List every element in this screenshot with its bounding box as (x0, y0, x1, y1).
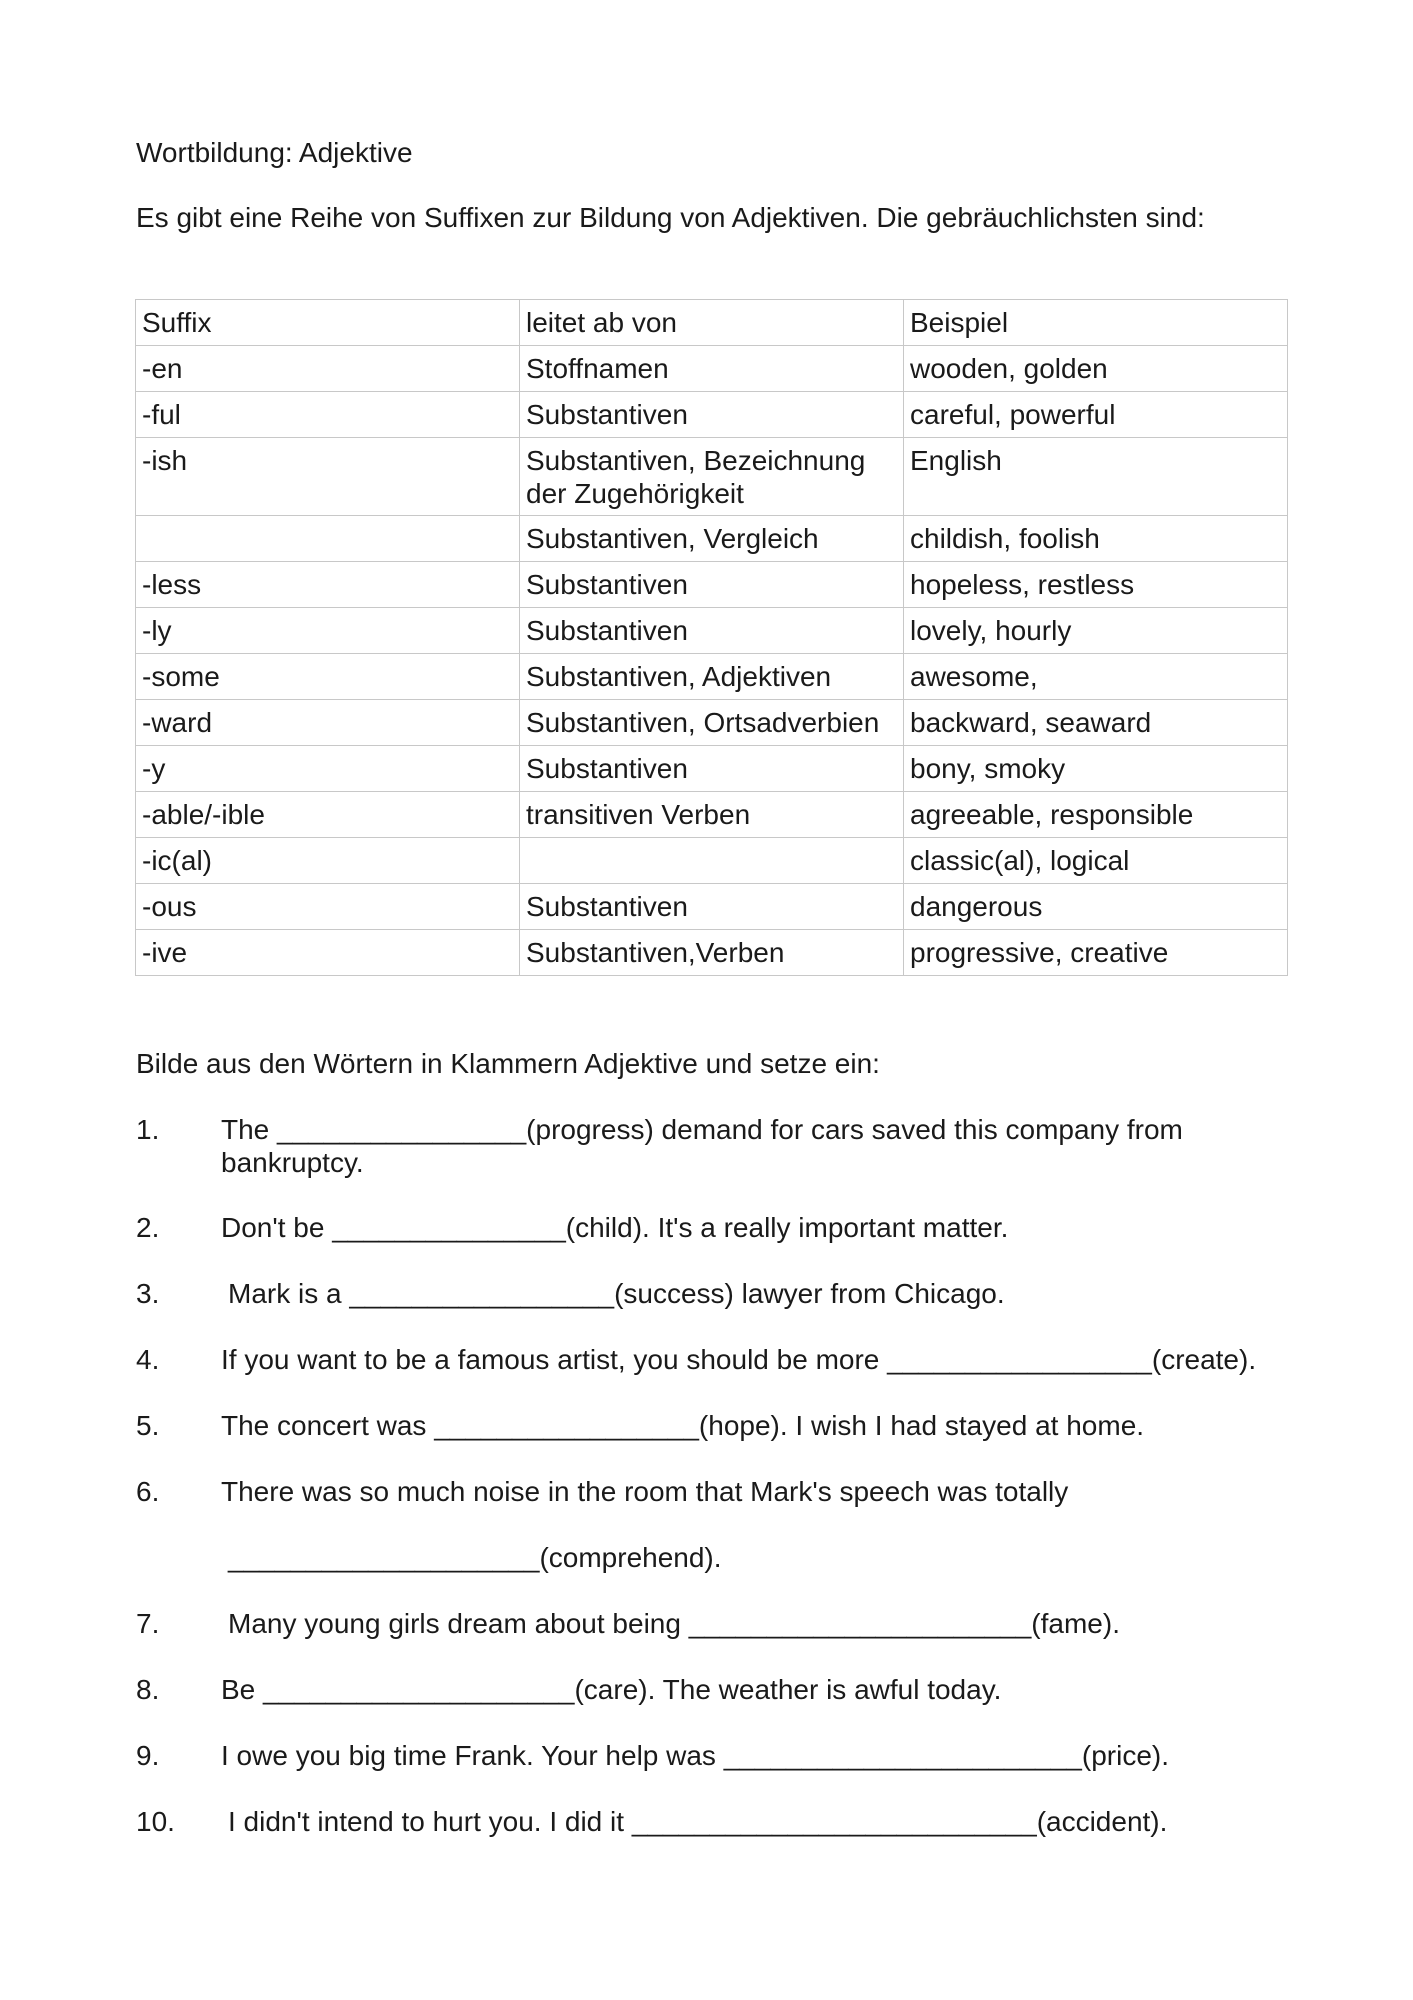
exercise-number: 10. (136, 1806, 175, 1837)
exercise-text: The concert was _________________(hope). I wish I had stayed at home. (221, 1410, 1145, 1441)
source-cell: Substantiven (520, 608, 904, 654)
source-cell: Substantiven, Ortsadverbien (520, 700, 904, 746)
intro-text: Es gibt eine Reihe von Suffixen zur Bildung von Adjektiven. Die gebräuchlichsten sind: (136, 202, 1205, 233)
table-row (136, 562, 1288, 608)
table-row (136, 516, 1288, 562)
table-row (136, 438, 1288, 516)
suffix-cell: -ful (136, 392, 520, 438)
example-cell: agreeable, responsible (904, 792, 1288, 838)
source-cell: Substantiven (520, 562, 904, 608)
example-cell: careful, powerful (904, 392, 1288, 438)
exercise-text: I didn't intend to hurt you. I did it __________________________(accident). (228, 1806, 1168, 1837)
exercise-text: Mark is a _________________(success) lawyer from Chicago. (228, 1278, 1005, 1309)
source-cell: transitiven Verben (520, 792, 904, 838)
exercise-continuation: bankruptcy. (221, 1147, 364, 1178)
table-row (136, 654, 1288, 700)
example-cell: English (904, 438, 1288, 516)
exercise-text: Don't be _______________(child). It's a really important matter. (221, 1212, 1009, 1243)
table-row (136, 346, 1288, 392)
example-cell: bony, smoky (904, 746, 1288, 792)
suffix-cell: -less (136, 562, 520, 608)
suffix-cell: -ous (136, 884, 520, 930)
suffix-cell: -ive (136, 930, 520, 976)
suffix-cell: -ly (136, 608, 520, 654)
task-instruction: Bilde aus den Wörtern in Klammern Adjektive und setze ein: (136, 1048, 880, 1079)
table-row (136, 746, 1288, 792)
exercise-text: Many young girls dream about being ______________________(fame). (228, 1608, 1120, 1639)
suffix-table (135, 299, 1288, 976)
exercise-number: 3. (136, 1278, 160, 1309)
exercise-number: 7. (136, 1608, 160, 1639)
source-cell: Substantiven, Adjektiven (520, 654, 904, 700)
source-cell: Substantiven (520, 746, 904, 792)
table-row (136, 930, 1288, 976)
table-row (136, 700, 1288, 746)
source-cell: Substantiven,Verben (520, 930, 904, 976)
header-cell: Beispiel (904, 300, 1288, 346)
example-cell: hopeless, restless (904, 562, 1288, 608)
table-row (136, 884, 1288, 930)
suffix-cell: -y (136, 746, 520, 792)
table-row (136, 838, 1288, 884)
example-cell: lovely, hourly (904, 608, 1288, 654)
table-header-row (136, 300, 1288, 346)
example-cell: classic(al), logical (904, 838, 1288, 884)
source-cell: Substantiven, Bezeichnung der Zugehörigkeit (520, 438, 904, 516)
suffix-cell (136, 516, 520, 562)
example-cell: progressive, creative (904, 930, 1288, 976)
exercise-number: 1. (136, 1114, 160, 1145)
example-cell: awesome, (904, 654, 1288, 700)
exercise-number: 5. (136, 1410, 160, 1441)
header-cell: leitet ab von (520, 300, 904, 346)
source-cell: Substantiven (520, 884, 904, 930)
exercise-number: 2. (136, 1212, 160, 1243)
source-cell: Substantiven, Vergleich (520, 516, 904, 562)
source-cell: Substantiven (520, 392, 904, 438)
exercise-text: I owe you big time Frank. Your help was _______________________(price). (221, 1740, 1169, 1771)
example-cell: dangerous (904, 884, 1288, 930)
page-title: Wortbildung: Adjektive (136, 137, 413, 168)
suffix-cell: -ish (136, 438, 520, 516)
suffix-cell: -able/-ible (136, 792, 520, 838)
source-cell (520, 838, 904, 884)
suffix-cell: -some (136, 654, 520, 700)
suffix-cell: -ward (136, 700, 520, 746)
exercise-number: 4. (136, 1344, 160, 1375)
suffix-cell: -ic(al) (136, 838, 520, 884)
source-cell: Stoffnamen (520, 346, 904, 392)
example-cell: backward, seaward (904, 700, 1288, 746)
header-cell: Suffix (136, 300, 520, 346)
table-row (136, 792, 1288, 838)
example-cell: wooden, golden (904, 346, 1288, 392)
exercise-continuation: ____________________(comprehend). (228, 1542, 722, 1573)
exercise-text: Be ____________________(care). The weather is awful today. (221, 1674, 1002, 1705)
example-cell: childish, foolish (904, 516, 1288, 562)
table-row (136, 392, 1288, 438)
exercise-number: 9. (136, 1740, 160, 1771)
exercise-text: There was so much noise in the room that Mark's speech was totally (221, 1476, 1069, 1507)
exercise-text: If you want to be a famous artist, you should be more _________________(create). (221, 1344, 1257, 1375)
exercise-text: The ________________(progress) demand for cars saved this company from (221, 1114, 1183, 1145)
exercise-number: 6. (136, 1476, 160, 1507)
table-row (136, 608, 1288, 654)
exercise-number: 8. (136, 1674, 160, 1705)
suffix-cell: -en (136, 346, 520, 392)
